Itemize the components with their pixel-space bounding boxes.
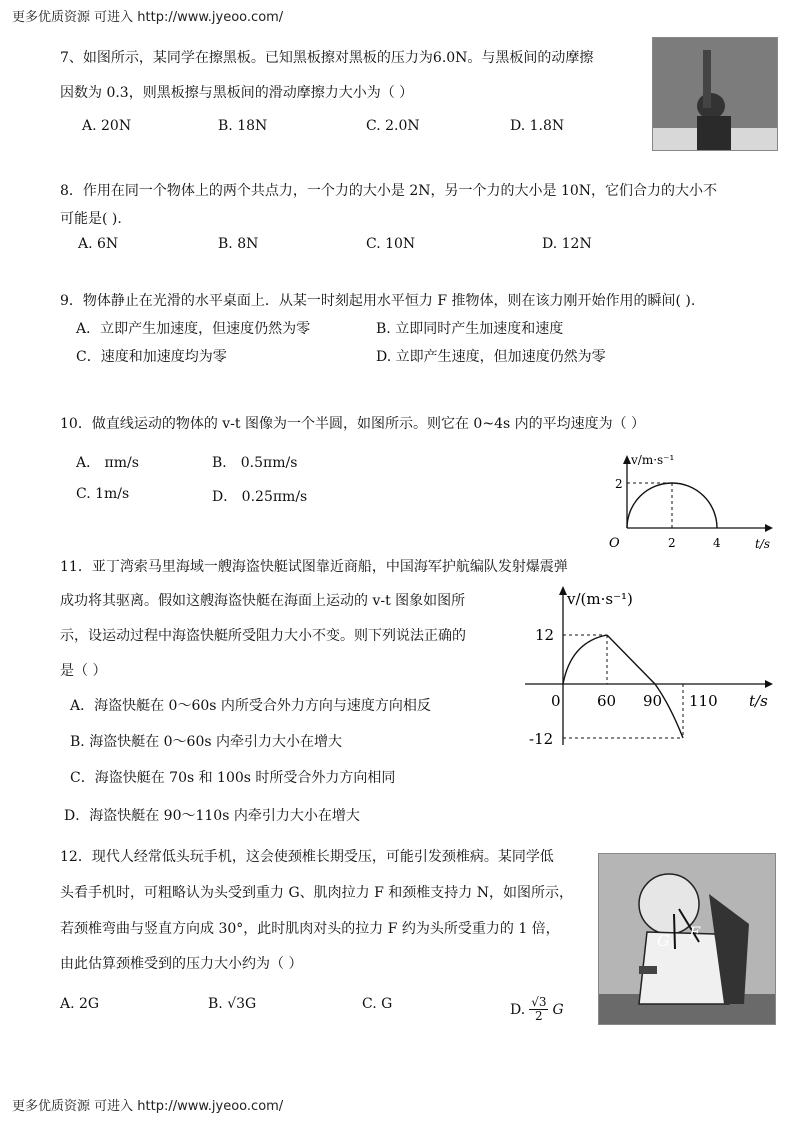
q11-stem-line1: 11．亚丁湾索马里海域一艘海盗快艇试图靠近商船，中国海军护航编队发射爆震弹	[60, 559, 568, 575]
q11-option-d: D．海盗快艇在 90～110s 内牵引力大小在增大	[64, 808, 360, 824]
q8-option-b: B. 8N	[218, 236, 259, 252]
q11-graph-xtick-60: 60	[597, 692, 617, 710]
q9-stem-line1: 9．物体静止在光滑的水平桌面上．从某一时刻起用水平恒力 F 推物体，则在该力刚开始作用的瞬间( ).	[60, 293, 696, 309]
q8-stem-line2: 可能是( ).	[60, 211, 122, 227]
q10-graph-xlabel: t/s	[755, 537, 771, 551]
q8-option-d: D. 12N	[542, 236, 592, 252]
q11-stem-line3: 示，设运动过程中海盗快艇所受阻力大小不变。则下列说法正确的	[60, 628, 466, 644]
q7-option-c: C. 2.0N	[366, 118, 420, 134]
q12-option-b: B. √3G	[208, 996, 257, 1012]
q12-option-c: C. G	[362, 996, 393, 1012]
q7-option-d: D. 1.8N	[510, 118, 565, 134]
q11-graph-ylabel: v/(m·s⁻¹)	[567, 590, 633, 608]
q12-option-d-numerator: √3	[531, 995, 547, 1009]
q11-graph-ytick-12: 12	[535, 626, 555, 644]
q11-graph-xlabel: t/s	[749, 692, 768, 710]
q11-graph-ytick-neg12: -12	[529, 730, 554, 748]
q12-option-d-fraction	[529, 996, 548, 1023]
q10-option-d: D． 0.25πm/s	[212, 489, 308, 505]
q10-graph-ylabel: v/m·s⁻¹	[631, 453, 675, 467]
q12-option-d-denominator: 2	[535, 1009, 543, 1023]
q12-option-d	[510, 996, 564, 1023]
q12-figure-label-g: G	[657, 931, 670, 950]
q9-option-d: D. 立即产生速度，但加速度仍然为零	[376, 349, 606, 365]
q7-option-b: B. 18N	[218, 118, 268, 134]
q11-graph-xtick-90: 90	[643, 692, 663, 710]
q11-option-b: B. 海盗快艇在 0～60s 内牵引力大小在增大	[70, 734, 342, 750]
q10-graph-xtick-4: 4	[713, 536, 721, 550]
q7-stem-line2: 因数为 0.3，则黑板擦与黑板间的滑动摩擦力大小为（ ）	[60, 85, 414, 101]
q10-option-b: B． 0.5πm/s	[212, 455, 298, 471]
q11-option-c: C．海盗快艇在 70s 和 100s 时所受合外力方向相同	[70, 770, 396, 786]
page-header: 更多优质资源 可进入 http://www.jyeoo.com/	[12, 10, 284, 25]
q12-figure-label-f: F	[689, 923, 701, 942]
q12-stem-line4: 由此估算颈椎受到的压力大小约为（ ）	[60, 956, 303, 972]
page-footer: 更多优质资源 可进入 http://www.jyeoo.com/	[12, 1099, 284, 1114]
q12-stem-line3: 若颈椎弯曲与竖直方向成 30°，此时肌肉对头的拉力 F 约为头所受重力的 1 倍，	[60, 921, 560, 937]
q10-stem-line1: 10．做直线运动的物体的 v-t 图像为一个半圆，如图所示。则它在 0~4s 内的平均速度为（ ）	[60, 416, 646, 432]
q10-option-a: A． πm/s	[76, 455, 139, 471]
q8-stem-line1: 8．作用在同一个物体上的两个共点力，一个力的大小是 2N，另一个力的大小是 10N，它们合力的大小不	[60, 183, 718, 199]
q10-graph-xtick-2: 2	[668, 536, 676, 550]
q10-option-c: C. 1m/s	[76, 486, 130, 502]
phone-neck-illustration	[598, 853, 776, 1025]
blackboard-photo	[652, 37, 778, 151]
q12-option-d-unit: G	[552, 1001, 564, 1018]
q11-stem-line4: 是（ ）	[60, 663, 107, 679]
q9-option-a: A．立即产生加速度，但速度仍然为零	[76, 321, 311, 337]
q12-option-a: A. 2G	[60, 996, 100, 1012]
q7-stem-line1: 7、如图所示，某同学在擦黑板。已知黑板擦对黑板的压力为6.0N。与黑板间的动摩擦	[60, 50, 594, 66]
q9-option-c: C．速度和加速度均为零	[76, 349, 227, 365]
q11-graph-xtick-110: 110	[689, 692, 718, 710]
q12-option-d-label: D.	[510, 1001, 526, 1018]
q11-vt-graph	[515, 580, 780, 755]
q10-graph-origin: O	[609, 536, 620, 551]
q12-stem-line1: 12．现代人经常低头玩手机，这会使颈椎长期受压，可能引发颈椎病。某同学低	[60, 849, 554, 865]
q8-option-c: C. 10N	[366, 236, 416, 252]
q8-option-a: A. 6N	[78, 236, 119, 252]
q11-stem-line2: 成功将其驱离。假如这艘海盗快艇在海面上运动的 v-t 图象如图所	[60, 593, 466, 609]
q11-graph-origin: 0	[551, 692, 561, 710]
q10-vt-semicircle-graph	[605, 450, 775, 560]
q12-stem-line2: 头看手机时，可粗略认为头受到重力 G、肌肉拉力 F 和颈椎支持力 N，如图所示，	[60, 885, 573, 901]
q10-graph-ytick: 2	[615, 477, 623, 491]
q7-option-a: A. 20N	[82, 118, 132, 134]
q9-option-b: B. 立即同时产生加速度和速度	[376, 321, 564, 337]
q11-option-a: A．海盗快艇在 0～60s 内所受合外力方向与速度方向相反	[70, 698, 431, 714]
